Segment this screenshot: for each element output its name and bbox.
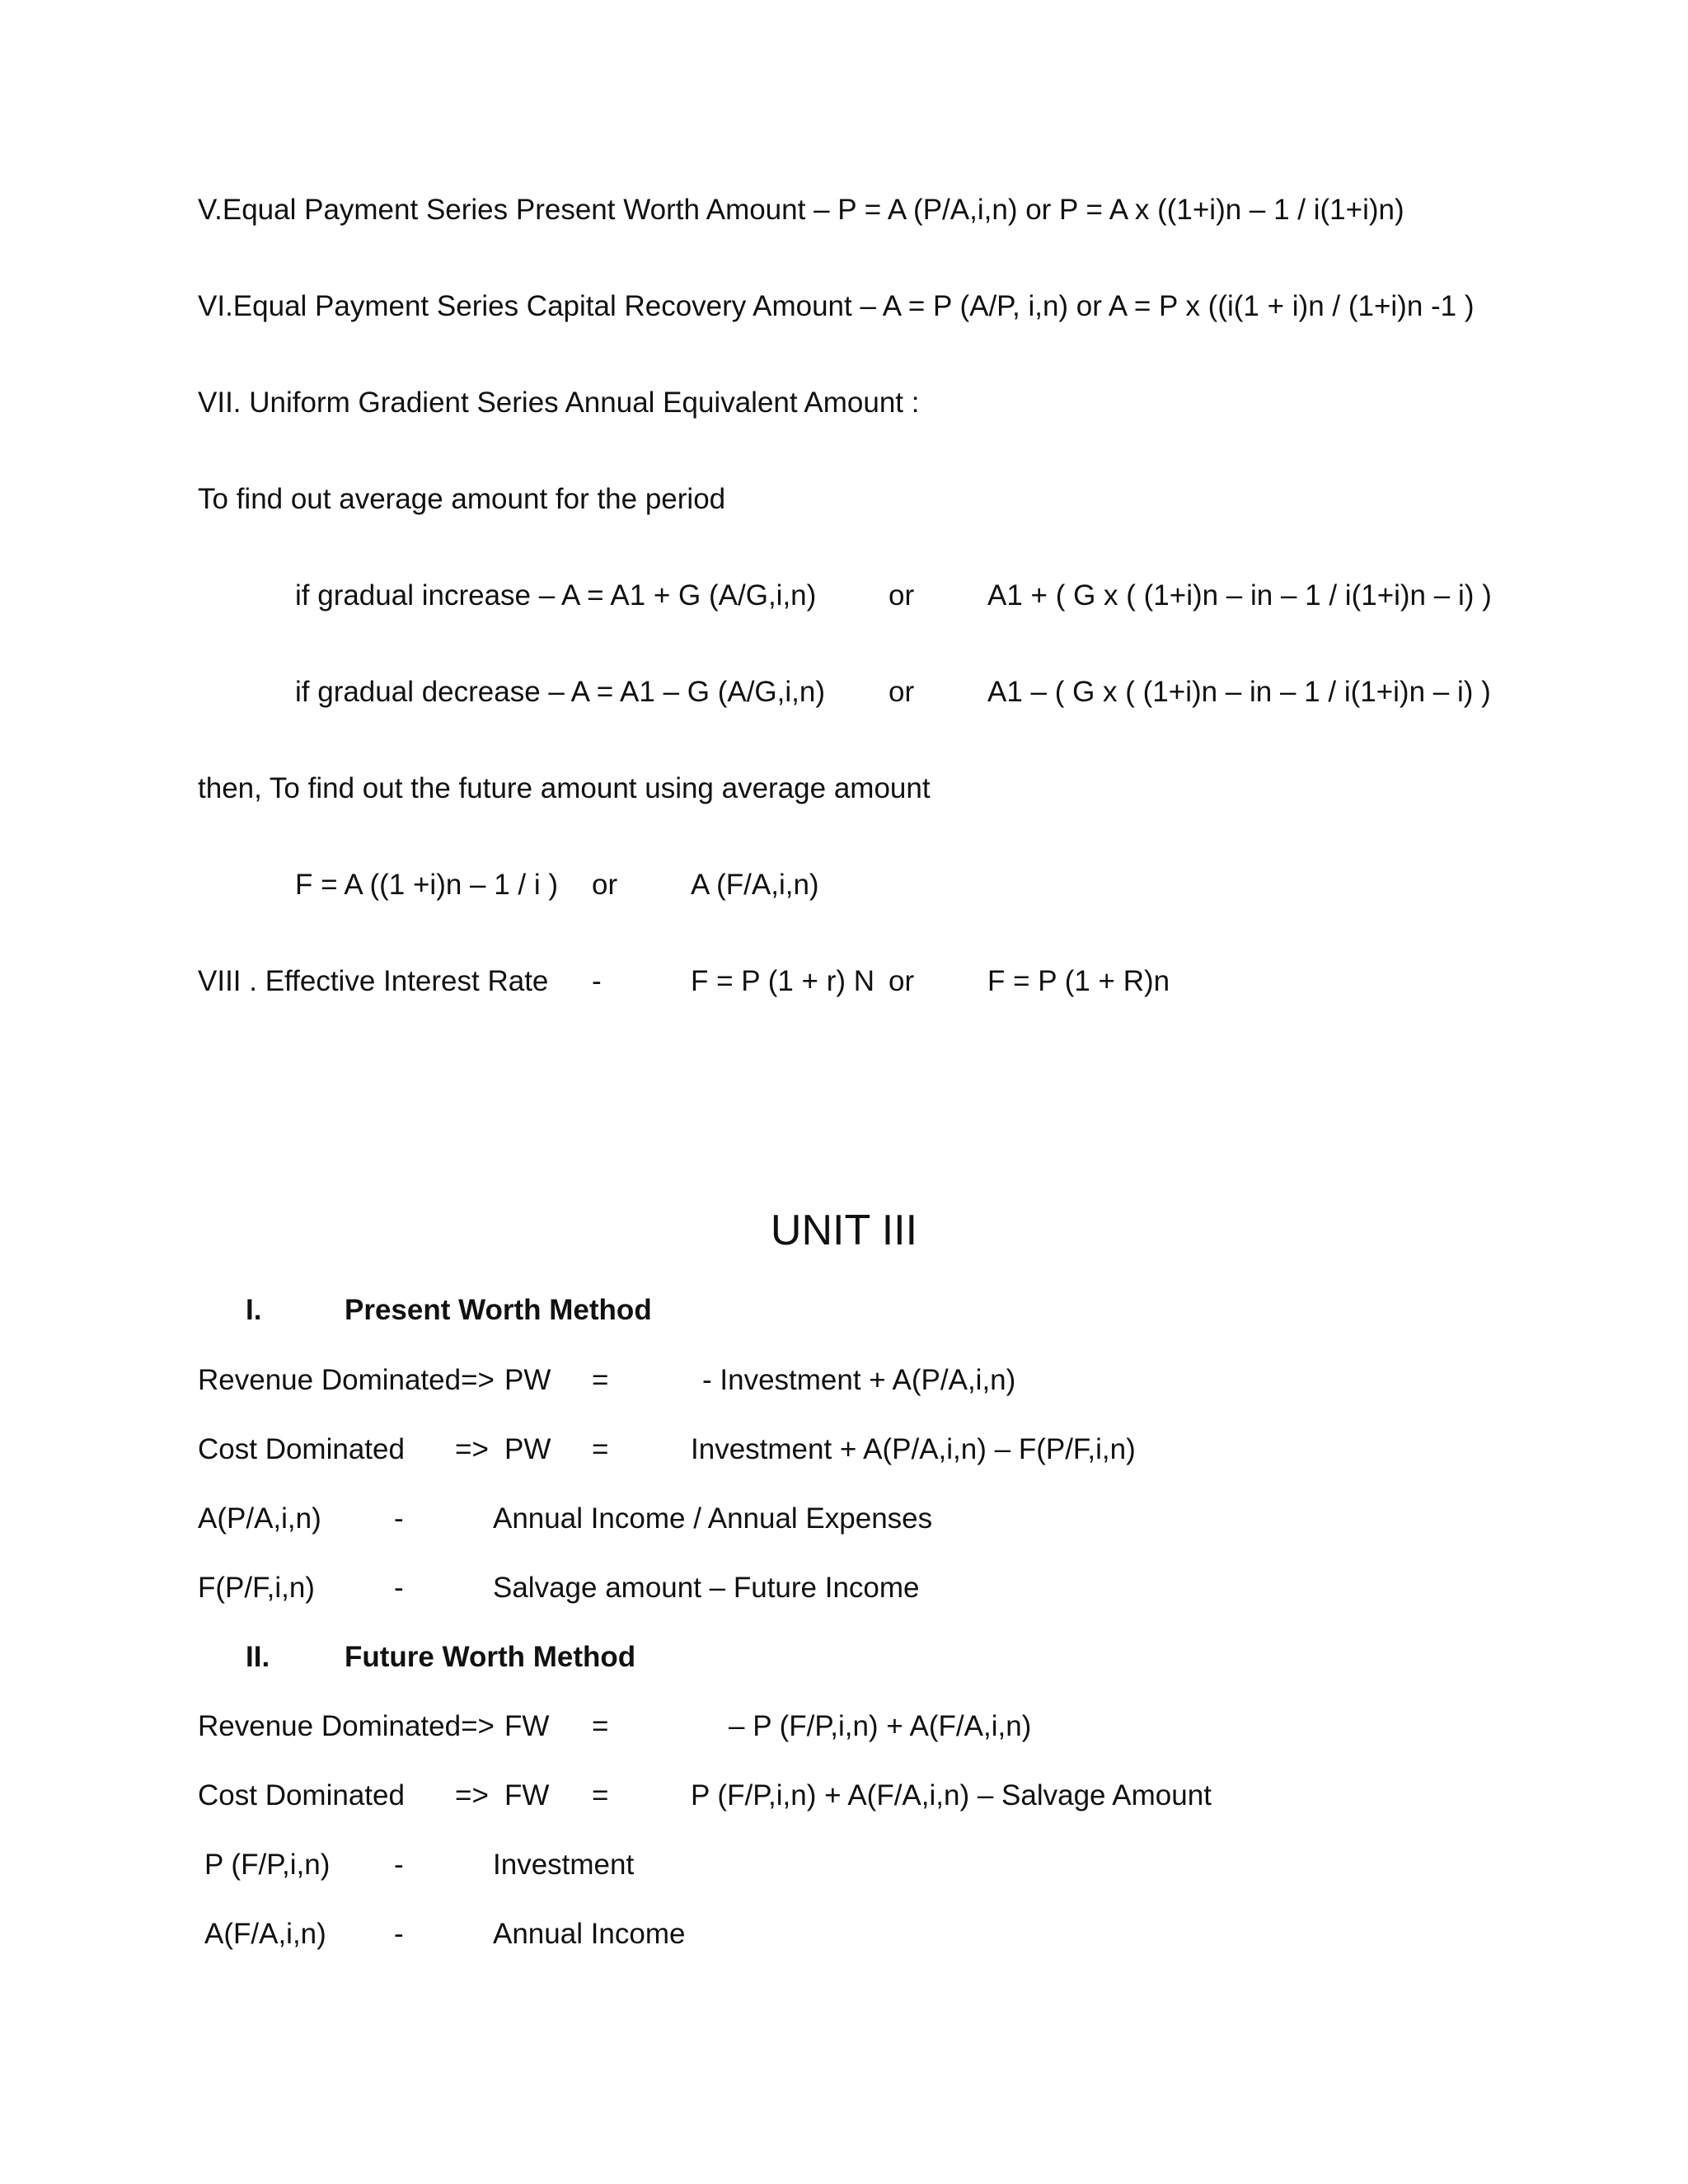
pw-def2-line	[0, 1563, 1688, 1613]
gradual-increase-alt-formula: A1 + ( G x ( (1+i)n – in – 1 / i(1+i)n – i) )	[987, 579, 1492, 612]
pw-cost-label: Cost Dominated	[198, 1433, 405, 1465]
pw-def2-text: Salvage amount – Future Income	[493, 1572, 920, 1604]
pw-cost-arrow: =>	[455, 1433, 489, 1465]
fw-def2-line	[0, 1910, 1688, 1959]
then-line	[0, 764, 1688, 813]
fw-heading: Future Worth Method	[345, 1641, 636, 1673]
formula-vii-heading: VII. Uniform Gradient Series Annual Equivalent Amount :	[198, 387, 920, 419]
pw-heading: Present Worth Method	[345, 1294, 652, 1326]
gradual-decrease-or: or	[889, 676, 915, 708]
fw-def2-term: A(F/A,i,n)	[204, 1918, 326, 1950]
fw-def2-dash: -	[394, 1918, 404, 1950]
pw-def2-dash: -	[394, 1572, 404, 1604]
effective-interest-formula-2: F = P (1 + R)n	[987, 965, 1170, 997]
pw-revenue-line	[0, 1356, 1688, 1405]
pw-revenue-label: Revenue Dominated=>	[198, 1364, 495, 1396]
effective-interest-or: or	[889, 965, 915, 997]
effective-interest-dash: -	[592, 965, 602, 997]
fw-def1-text: Investment	[493, 1849, 635, 1881]
effective-interest-line	[0, 957, 1688, 1006]
fw-cost-equals: =	[592, 1779, 609, 1811]
fw-heading-number: II.	[246, 1641, 270, 1673]
pw-def1-line	[0, 1494, 1688, 1544]
effective-interest-label: VIII . Effective Interest Rate	[198, 965, 549, 997]
fw-cost-symbol: FW	[504, 1779, 550, 1811]
formula-v: V.Equal Payment Series Present Worth Amount – P = A (P/A,i,n) or P = A x ((1+i)n – 1 / i(1+i)n)	[198, 194, 1404, 226]
fw-revenue-expression: – P (F/P,i,n) + A(F/A,i,n)	[729, 1710, 1032, 1742]
gradual-decrease-formula: if gradual decrease – A = A1 – G (A/G,i,n)	[295, 676, 826, 708]
future-amount-formula: F = A ((1 +i)n – 1 / i )	[295, 869, 559, 901]
future-amount-line	[0, 860, 1688, 910]
formula-vii-line	[0, 378, 1688, 428]
future-amount-alt-formula: A (F/A,i,n)	[691, 869, 819, 901]
pw-cost-line	[0, 1425, 1688, 1474]
pw-def1-dash: -	[394, 1502, 404, 1535]
future-amount-or: or	[592, 869, 618, 901]
pw-revenue-symbol: PW	[504, 1364, 551, 1396]
fw-revenue-label: Revenue Dominated=>	[198, 1710, 495, 1742]
fw-def1-term: P (F/P,i,n)	[204, 1849, 331, 1881]
vii-intro-line	[0, 475, 1688, 524]
fw-cost-label: Cost Dominated	[198, 1779, 405, 1811]
gradual-increase-line	[0, 571, 1688, 621]
fw-cost-expression: P (F/P,i,n) + A(F/A,i,n) – Salvage Amount	[691, 1779, 1212, 1811]
gradual-increase-formula: if gradual increase – A = A1 + G (A/G,i,n)	[295, 579, 817, 612]
then-text: then, To find out the future amount using average amount	[198, 772, 931, 804]
pw-revenue-equals: =	[592, 1364, 609, 1396]
formula-vi: VI.Equal Payment Series Capital Recovery Amount – A = P (A/P, i,n) or A = P x ((i(1 + i)n / (1+i)n -1 )	[198, 290, 1475, 322]
pw-def2-term: F(P/F,i,n)	[198, 1572, 315, 1604]
gradual-decrease-alt-formula: A1 – ( G x ( (1+i)n – in – 1 / i(1+i)n – i) )	[987, 676, 1491, 708]
fw-cost-arrow: =>	[455, 1779, 489, 1811]
fw-revenue-line	[0, 1702, 1688, 1751]
pw-cost-equals: =	[592, 1433, 609, 1465]
pw-revenue-expression: - Investment + A(P/A,i,n)	[702, 1364, 1016, 1396]
fw-cost-line	[0, 1771, 1688, 1821]
pw-cost-symbol: PW	[504, 1433, 551, 1465]
pw-def1-term: A(P/A,i,n)	[198, 1502, 321, 1535]
fw-def1-line	[0, 1840, 1688, 1890]
effective-interest-formula-1: F = P (1 + r) N	[691, 965, 875, 997]
pw-heading-line	[0, 1286, 1688, 1335]
fw-def1-dash: -	[394, 1849, 404, 1881]
fw-revenue-symbol: FW	[504, 1710, 550, 1742]
pw-heading-number: I.	[246, 1294, 262, 1326]
unit-title: UNIT III	[770, 1207, 918, 1254]
fw-heading-line	[0, 1633, 1688, 1682]
fw-revenue-equals: =	[592, 1710, 609, 1742]
gradual-increase-or: or	[889, 579, 915, 612]
gradual-decrease-line	[0, 668, 1688, 717]
vii-intro-text: To find out average amount for the period	[198, 483, 726, 515]
formula-v-line	[0, 185, 1688, 235]
formula-vi-line	[0, 282, 1688, 331]
fw-def2-text: Annual Income	[493, 1918, 686, 1950]
pw-cost-expression: Investment + A(P/A,i,n) – F(P/F,i,n)	[691, 1433, 1136, 1465]
pw-def1-text: Annual Income / Annual Expenses	[493, 1502, 933, 1535]
